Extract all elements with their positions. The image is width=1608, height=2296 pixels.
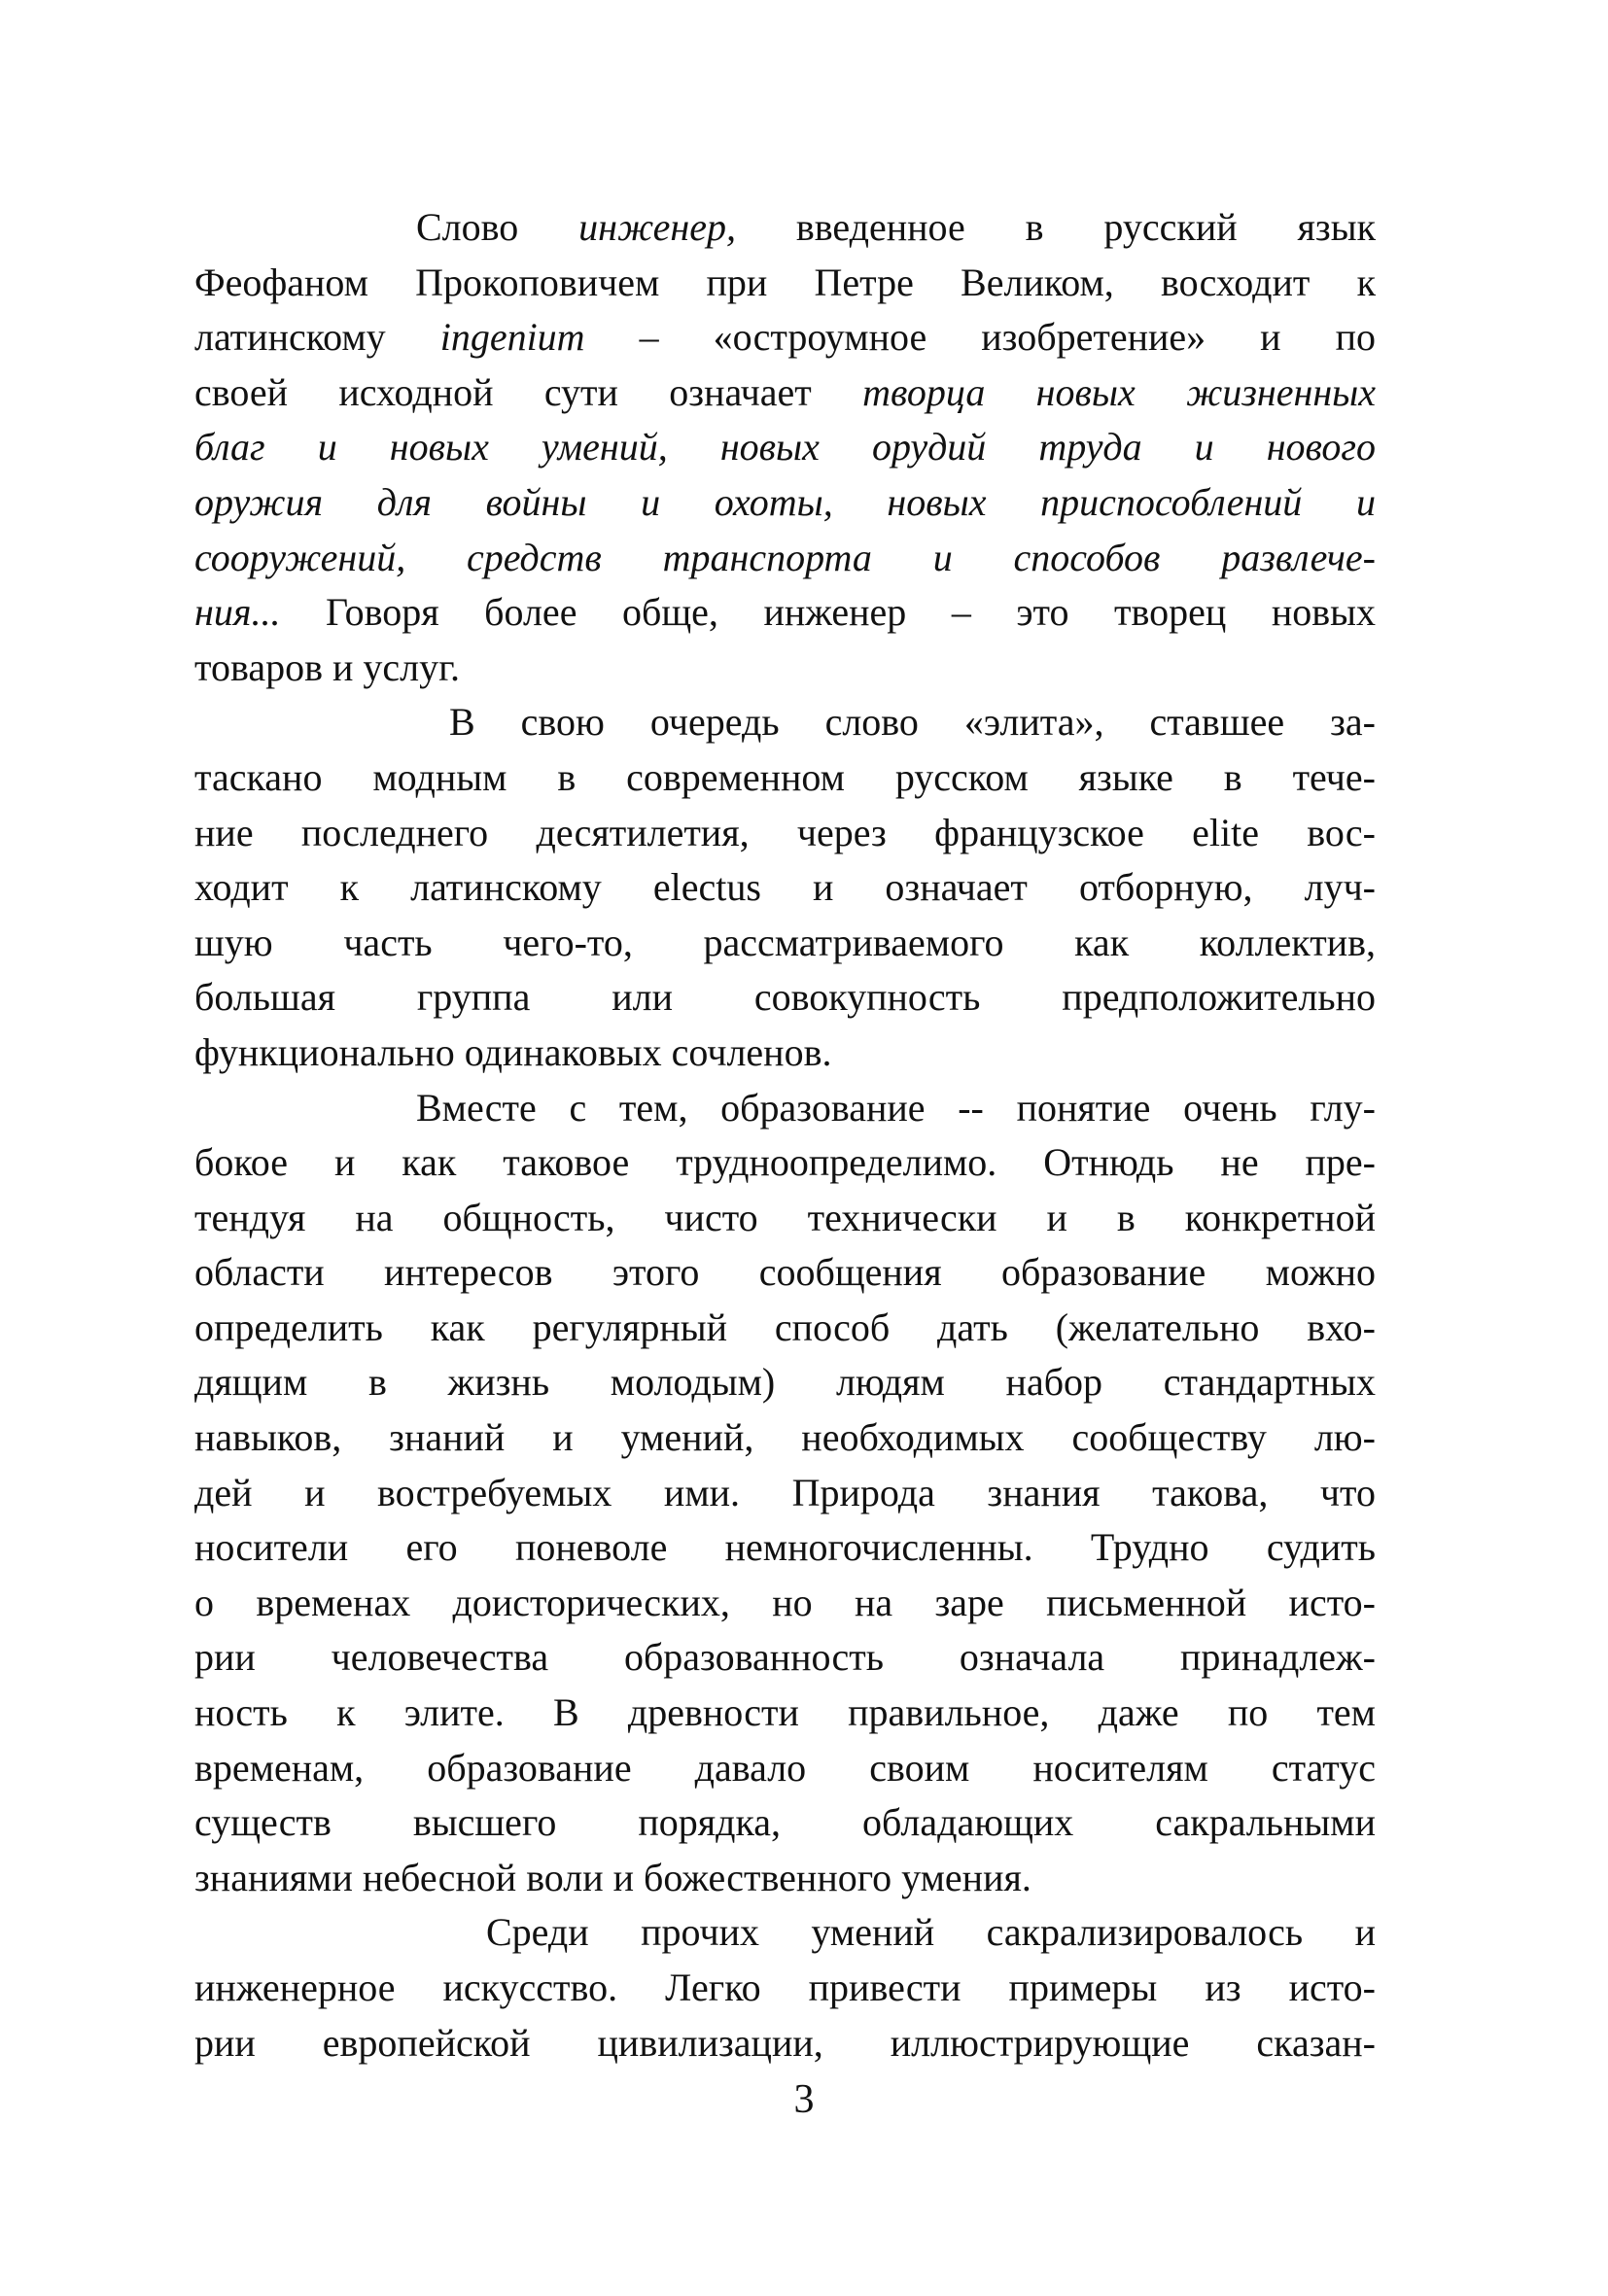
text-run: носители его поневоле немногочисленны. Трудно судить: [194, 1525, 1376, 1570]
text-line: [194, 1961, 1376, 2016]
text-line: [194, 860, 1376, 916]
italic-run: благ и новых умений, новых орудий труда и нового: [194, 425, 1376, 470]
text-run: шую часть чего-то, рассматриваемого как коллектив,: [194, 920, 1376, 964]
text-line: [194, 585, 1376, 641]
text-run: латинскому: [194, 315, 440, 360]
text-run: – «остроумное изобретение» и по: [584, 315, 1376, 360]
paragraph: [194, 200, 1376, 695]
text-line: [194, 1301, 1376, 1356]
text-run: дей и востребуемых ими. Природа знания такова, что: [194, 1470, 1376, 1514]
italic-run: ingenium: [439, 315, 585, 360]
text-run: Вместе с тем, образование -- понятие очень глу-: [416, 1085, 1376, 1130]
text-line: [194, 750, 1376, 806]
text-run: большая группа или совокупность предположительно: [194, 975, 1376, 1020]
text-line: [194, 1135, 1376, 1191]
text-run: введенное в русский язык: [736, 205, 1376, 249]
text-line: [194, 1741, 1376, 1796]
text-line: [194, 1851, 1376, 1906]
text-run: ние последнего десятилетия, через французское elite вос-: [194, 810, 1376, 854]
italic-run: инженер,: [578, 205, 736, 249]
body-text: [194, 200, 1376, 2070]
text-run: Слово: [416, 205, 579, 249]
text-run: инженерное искусство. Легко привести примеры из исто-: [194, 1966, 1376, 2009]
text-run: функционально одинаковых сочленов.: [194, 1029, 832, 1074]
text-run: знаниями небесной воли и божественного умения.: [194, 1855, 1031, 1899]
text-line: [194, 1245, 1376, 1301]
text-line: [194, 2016, 1376, 2071]
paragraph: [194, 1081, 1376, 1906]
text-line: [194, 1355, 1376, 1410]
text-line: [194, 1630, 1376, 1686]
text-run: тендуя на общность, чисто технически и в конкретной: [194, 1195, 1376, 1239]
text-line: [194, 531, 1376, 586]
text-run: В свою очередь слово «элита», ставшее за-: [449, 700, 1376, 745]
italic-run: сооружений, средств транспорта и способов развлече-: [194, 535, 1376, 579]
text-line: [194, 641, 1376, 696]
paragraph: [194, 695, 1376, 1080]
italic-run: оружия для войны и охоты, новых приспособлений и: [194, 479, 1376, 524]
text-line: [194, 256, 1376, 311]
text-run: навыков, знаний и умений, необходимых сообществу лю-: [194, 1415, 1376, 1460]
text-run: определить как регулярный способ дать (желательно вхо-: [194, 1305, 1376, 1349]
text-line: [194, 970, 1376, 1026]
text-line: [194, 806, 1376, 861]
text-line: [194, 1795, 1376, 1851]
text-run: Говоря более обще, инженер – это творец новых: [280, 590, 1376, 635]
text-run: Феофаном Прокоповичем при Петре Великом, восходит к: [194, 260, 1376, 304]
italic-run: творца новых жизненных: [862, 369, 1377, 414]
text-line: [194, 1576, 1376, 1631]
text-line: [194, 365, 1376, 421]
text-line: [194, 695, 1376, 750]
text-line: [194, 1905, 1376, 1961]
text-line: [194, 1191, 1376, 1246]
text-run: ходит к латинскому electus и означает отборную, луч-: [194, 865, 1376, 910]
text-line: [194, 1520, 1376, 1576]
text-run: области интересов этого сообщения образование можно: [194, 1250, 1376, 1295]
text-run: рии европейской цивилизации, иллюстрирующие сказан-: [194, 2020, 1376, 2065]
text-line: [194, 916, 1376, 971]
text-run: товаров и услуг.: [194, 644, 460, 689]
text-line: [194, 420, 1376, 475]
italic-run: ния...: [194, 590, 281, 635]
text-run: своей исходной сути означает: [194, 369, 863, 414]
text-line: [194, 1081, 1376, 1136]
page-number: 3: [793, 2077, 815, 2122]
text-line: [194, 1410, 1376, 1466]
text-run: Среди прочих умений сакрализировалось и: [486, 1910, 1376, 1955]
text-run: ность к элите. В древности правильное, даже по тем: [194, 1690, 1376, 1735]
text-run: существ высшего порядка, обладающих сакральными: [194, 1800, 1376, 1845]
text-run: бокое и как таковое трудноопределимо. Отнюдь не пре-: [194, 1140, 1376, 1185]
text-run: таскано модным в современном русском языке в тече-: [194, 754, 1376, 799]
text-line: [194, 1026, 1376, 1081]
text-run: рии человечества образованность означала принадлеж-: [194, 1635, 1376, 1680]
paragraph: [194, 1905, 1376, 2070]
text-run: дящим в жизнь молодым) людям набор стандартных: [194, 1360, 1376, 1405]
text-line: [194, 200, 1376, 256]
text-run: о временах доисторических, но на заре письменной исто-: [194, 1580, 1376, 1624]
text-line: [194, 310, 1376, 365]
text-line: [194, 1686, 1376, 1741]
text-run: временам, образование давало своим носителям статус: [194, 1745, 1376, 1790]
text-line: [194, 1466, 1376, 1521]
text-line: [194, 475, 1376, 531]
